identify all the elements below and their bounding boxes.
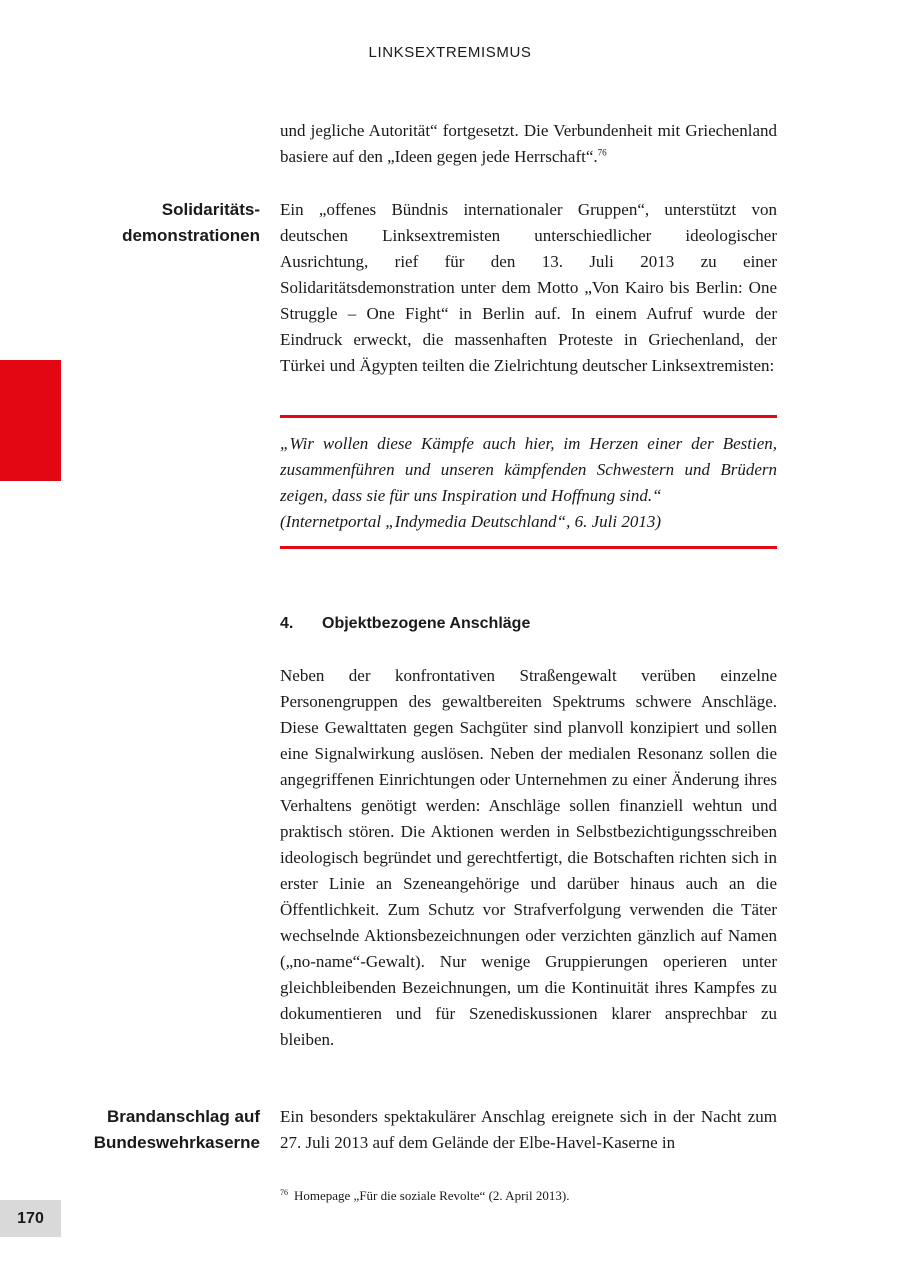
side-heading-line: demonstrationen (122, 226, 260, 245)
side-heading-line: Bundeswehrkaserne (93, 1133, 260, 1152)
section-number: 4. (280, 615, 294, 632)
side-heading-arson (60, 1104, 260, 1156)
quote-box (280, 415, 777, 549)
arson-block (280, 1104, 777, 1156)
chapter-marker-tab (0, 360, 61, 481)
intro-text: und jegliche Autorität“ fortgesetzt. Die Verbundenheit mit Griechenland basiere auf den „Ideen gegen jede Herrschaft“. (280, 121, 777, 166)
section-title: Objektbezogene Anschläge (322, 615, 531, 632)
intro-block (280, 118, 777, 170)
section-heading (280, 612, 777, 636)
solidarity-block (280, 197, 777, 379)
side-heading-line: Solidaritäts- (161, 200, 260, 219)
side-heading-line: Brandanschlag auf (106, 1107, 260, 1126)
quote-source: (Internetportal „Indymedia Deutschland“, 6. Juli 2013) (280, 512, 662, 531)
arson-paragraph: Ein besonders spektakulärer Anschlag ereignete sich in der Nacht zum 27. Juli 2013 auf dem Gelände der Elbe-Havel-Kaserne in (280, 1107, 777, 1152)
page-number: 170 (0, 1200, 61, 1237)
section-block (280, 663, 777, 1053)
footnote (280, 1187, 777, 1205)
quote-paragraph (280, 431, 777, 535)
solidarity-paragraph: Ein „offenes Bündnis internationaler Gruppen“, unterstützt von deutschen Linksextremisten unterschiedlicher ideologischer Ausrichtung, rief für den 13. Juli 2013 zu einer Solidaritätsdemonstration unter dem Motto „Von Kairo bis Berlin: One Struggle – One Fight“ in Berlin auf. In einem Aufruf wurde der Eindruck erweckt, die massenhaften Proteste in Griechenland, der Türkei und Ägypten teilten die Zielrichtung deutscher Linksextremisten: (280, 200, 777, 375)
footnote-ref-76[interactable]: 76 (597, 147, 607, 158)
side-heading-solidarity (60, 197, 260, 249)
footnote-text: Homepage „Für die soziale Revolte“ (2. April 2013). (294, 1188, 570, 1203)
intro-paragraph (280, 118, 777, 170)
quote-text: „Wir wollen diese Kämpfe auch hier, im Herzen einer der Bestien, zusammenführen und unseren kämpfenden Schwestern und Brüdern zeigen, dass sie für uns Inspiration und Hoffnung sind.“ (280, 434, 777, 505)
running-header: LINKSEXTREMISMUS (368, 44, 532, 61)
section-paragraph: Neben der konfrontativen Straßengewalt verüben einzelne Personengruppen des gewaltbereiten Spektrums schwere Anschläge. Diese Gewalttaten gegen Sachgüter sind planvoll konzipiert und sollen eine Signalwirkung auslösen. Neben der medialen Resonanz sollen die angegriffenen Einrichtungen oder Unternehmen zu einer Änderung ihres Verhaltens genötigt werden: Anschläge sollen finanziell wehtun und praktisch stören. Die Aktionen werden in Selbstbezichtigungsschreiben ideologisch begründet und gerechtfertigt, die Botschaften richten sich in erster Linie an Szeneangehörige und darüber hinaus auch an die Öffentlichkeit. Zum Schutz vor Strafverfolgung verwenden die Täter wechselnde Aktionsbezeichnungen oder verzichten gänzlich auf Namen („no-name“-Gewalt). Nur wenige Gruppierungen operieren unter gleichbleibenden Bezeichnungen, um die Kontinuität ihres Kampfes zu dokumentieren und für Szenediskussionen klarer ansprechbar zu bleiben. (280, 666, 777, 1049)
footnote-number: 76 (280, 1187, 288, 1197)
